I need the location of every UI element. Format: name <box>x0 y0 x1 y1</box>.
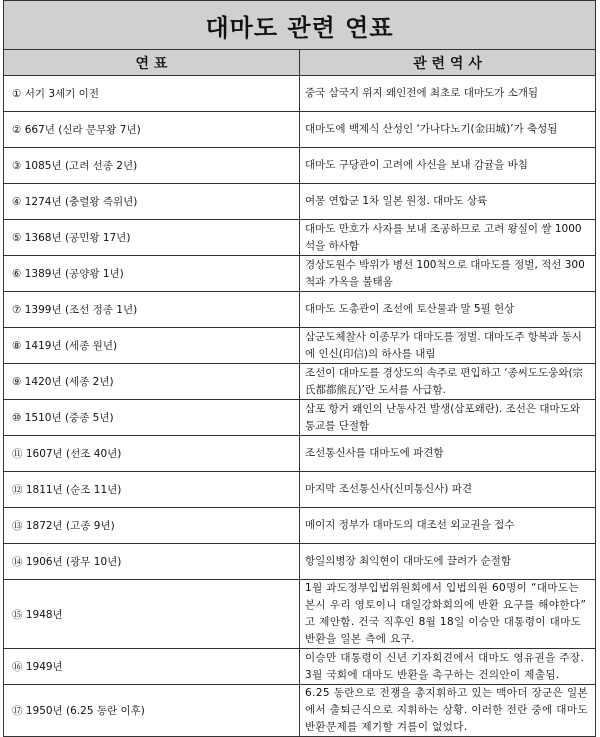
row-event: 대마도에 백제식 산성인 ‘가나다노기(金田城)’가 축성됨 <box>300 112 596 148</box>
row-event: 대마도 구당관이 고려에 사신을 보내 감귤을 바침 <box>300 148 596 184</box>
row-event: 여몽 연합군 1차 일본 원정. 대마도 상륙 <box>300 184 596 220</box>
row-year: ⑩ 1510년 (중종 5년) <box>4 400 300 436</box>
header-year: 연 표 <box>4 50 300 76</box>
row-event: 6.25 동란으로 전쟁을 총지휘하고 있는 맥아더 장군은 일본에서 출퇴근식으로 지휘하는 상황. 이러한 전란 중에 대마도 반환문제를 제기할 겨를이 없었다. <box>300 685 596 737</box>
table-row <box>4 436 596 472</box>
row-event: 1월 과도정부입법위원회에서 입법의원 60명이 “대마도는 본시 우리 영토이니 대일강화회의에 반환 요구를 해야한다” 고 제안함. 건국 직후인 8월 18일 이승만 대통령이 대마도 반환을 일본 측에 요구. <box>300 580 596 649</box>
row-event: 중국 삼국지 위지 왜인전에 최초로 대마도가 소개됨 <box>300 76 596 112</box>
table-row <box>4 544 596 580</box>
table-row <box>4 112 596 148</box>
chronology-table <box>3 0 596 737</box>
table-row <box>4 148 596 184</box>
row-year: ⑮ 1948년 <box>4 580 300 649</box>
row-event: 대마도 만호가 사자를 보내 조공하므로 고려 왕실이 쌀 1000석을 하사함 <box>300 220 596 256</box>
table-row <box>4 400 596 436</box>
row-year: ③ 1085년 (고려 선종 2년) <box>4 148 300 184</box>
row-year: ⑯ 1949년 <box>4 649 300 685</box>
row-year: ⑭ 1906년 (광무 10년) <box>4 544 300 580</box>
row-event: 대마도 도총관이 조선에 토산물과 말 5필 헌상 <box>300 292 596 328</box>
row-event: 이승만 대통령이 신년 기자회견에서 대마도 영유권을 주장. 3월 국회에 대마도 반환을 촉구하는 건의안이 제출됨. <box>300 649 596 685</box>
row-year: ⑰ 1950년 (6.25 동란 이후) <box>4 685 300 737</box>
table-row <box>4 220 596 256</box>
row-year: ④ 1274년 (충렬왕 즉위년) <box>4 184 300 220</box>
row-event: 삼군도체찰사 이종무가 대마도를 정벌. 대마도주 항복과 동시에 인신(印信)의 하사를 내림 <box>300 328 596 364</box>
table-row <box>4 292 596 328</box>
row-year: ① 서기 3세기 이전 <box>4 76 300 112</box>
row-year: ⑪ 1607년 (선조 40년) <box>4 436 300 472</box>
table-row <box>4 685 596 737</box>
header-row <box>4 50 596 76</box>
table-row <box>4 184 596 220</box>
row-year: ⑧ 1419년 (세종 원년) <box>4 328 300 364</box>
row-year: ⑨ 1420년 (세종 2년) <box>4 364 300 400</box>
row-event: 마지막 조선통신사(신미통신사) 파견 <box>300 472 596 508</box>
table-row <box>4 649 596 685</box>
row-event: 항일의병장 최익현이 대마도에 끌려가 순절함 <box>300 544 596 580</box>
table-body <box>4 76 596 737</box>
table-row <box>4 364 596 400</box>
title-row <box>4 1 596 50</box>
row-year: ⑦ 1399년 (조선 정종 1년) <box>4 292 300 328</box>
row-event: 메이지 정부가 대마도의 대조선 외교권을 접수 <box>300 508 596 544</box>
row-year: ⑫ 1811년 (순조 11년) <box>4 472 300 508</box>
header-event: 관 련 역 사 <box>300 50 596 76</box>
row-year: ⑬ 1872년 (고종 9년) <box>4 508 300 544</box>
row-year: ⑤ 1368년 (공민왕 17년) <box>4 220 300 256</box>
row-event: 조선통신사를 대마도에 파견함 <box>300 436 596 472</box>
row-event: 조선이 대마도를 경상도의 속주로 편입하고 ‘종씨도도웅와(宗氏都都熊瓦)’란 도서를 사급함. <box>300 364 596 400</box>
row-year: ② 667년 (신라 문무왕 7년) <box>4 112 300 148</box>
table-row <box>4 76 596 112</box>
table-row <box>4 256 596 292</box>
table-row <box>4 580 596 649</box>
table-row <box>4 508 596 544</box>
row-event: 삼포 항거 왜인의 난동사건 발생(삼포왜란). 조선은 대마도와 통교를 단절함 <box>300 400 596 436</box>
row-year: ⑥ 1389년 (공양왕 1년) <box>4 256 300 292</box>
table-row <box>4 472 596 508</box>
table-title: 대마도 관련 연표 <box>4 1 596 50</box>
table-row <box>4 328 596 364</box>
row-event: 경상도원수 박위가 병선 100척으로 대마도를 정벌, 적선 300척과 가옥을 불태움 <box>300 256 596 292</box>
